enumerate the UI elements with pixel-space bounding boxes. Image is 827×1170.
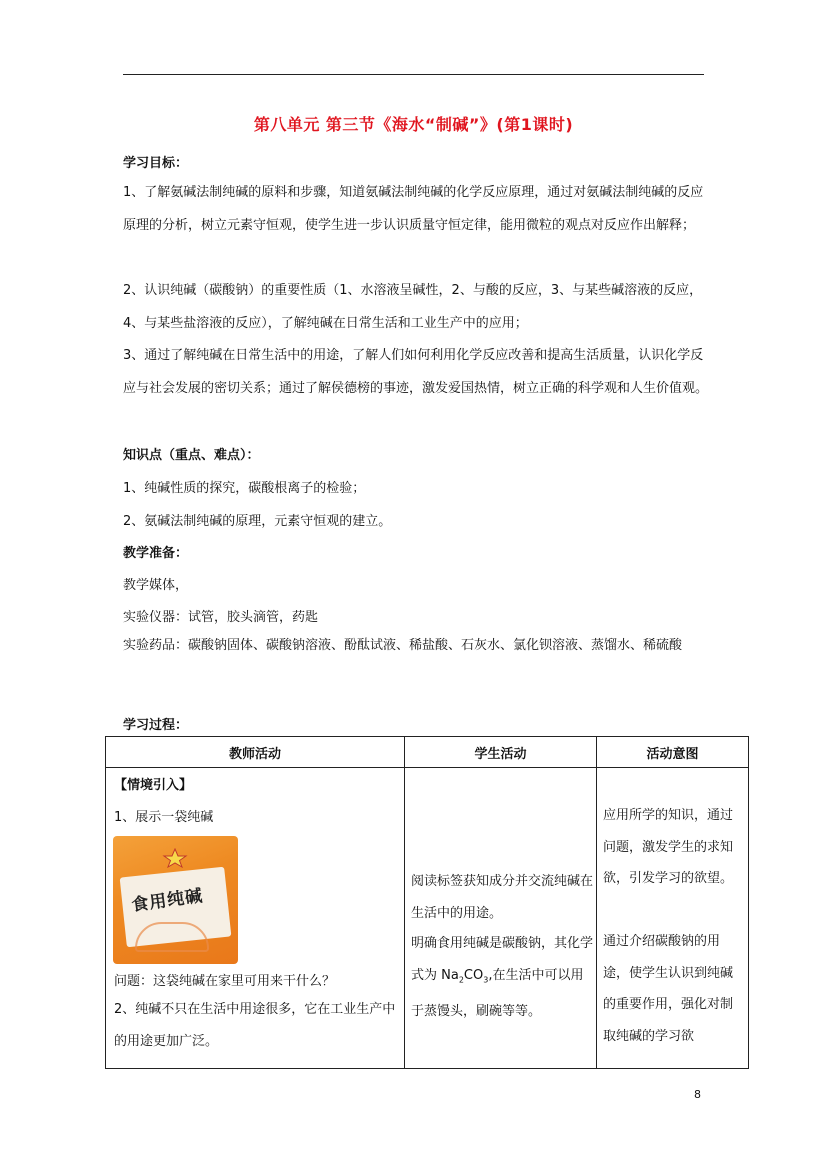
column-header-teacher: 教师活动 [106, 737, 405, 768]
goal-item-2: 2、认识纯碱（碳酸钠）的重要性质（1、水溶液呈碱性，2、与酸的反应，3、与某些碱溶液的反应，4、与某些盐溶液的反应），了解纯碱在日常生活和工业生产中的应用； [123, 283, 703, 331]
knowledge-item-1: 1、纯碱性质的探究，碳酸根离子的检验； [123, 481, 366, 496]
star-logo-icon [162, 848, 188, 868]
knowledge-heading: 知识点（重点、难点）： [123, 448, 260, 463]
prep-chemicals: 实验药品：碳酸钠固体、碳酸钠溶液、酚酞试液、稀盐酸、石灰水、氯化钡溶液、蒸馏水、稀硫酸 [123, 638, 683, 653]
process-heading: 学习过程： [123, 718, 189, 733]
student-activity-1: 阅读标签获知成分并交流纯碱在生活中的用途。 [411, 874, 594, 921]
prep-instruments: 实验仪器：试管，胶头滴管，药匙 [123, 610, 319, 625]
teacher-activity-cell [106, 768, 405, 1069]
page-title: 第八单元 第三节《海水“制碱”》(第1课时) [253, 115, 574, 134]
teacher-step-1: 1、展示一袋纯碱 [114, 810, 214, 825]
section-label: 【情境引入】 [114, 778, 193, 793]
intent-2: 通过介绍碳酸钠的用途，使学生认识到纯碱的重要作用，强化对制取纯碱的学习欲 [603, 934, 734, 1044]
goals-heading: 学习目标： [123, 156, 189, 171]
column-header-intent: 活动意图 [597, 737, 749, 768]
header-rule [123, 74, 704, 75]
prep-heading: 教学准备： [123, 546, 189, 561]
prep-media: 教学媒体， [123, 578, 189, 593]
intent-cell [597, 768, 749, 1069]
goal-item-1: 1、了解氨碱法制纯碱的原料和步骤，知道氨碱法制纯碱的化学反应原理，通过对氨碱法制纯碱的反应原理的分析，树立元素守恒观，使学生进一步认识质量守恒定律，能用微粒的观点对反应作出解释； [123, 185, 704, 233]
column-header-student: 学生活动 [405, 737, 597, 768]
bag-label: 食用纯碱 [130, 886, 205, 916]
student-activity-cell [405, 768, 597, 1069]
process-table [105, 736, 749, 1069]
page-number: 8 [694, 1088, 701, 1101]
goal-item-3: 3、通过了解纯碱在日常生活中的用途，了解人们如何利用化学反应改善和提高生活质量，认识化学反应与社会发展的密切关系；通过了解侯德榜的事迹，激发爱国热情，树立正确的科学观和人生价值观。 [123, 348, 709, 396]
soda-bag-image [113, 836, 238, 964]
teacher-question: 问题：这袋纯碱在家里可用来干什么？ [114, 974, 336, 989]
knowledge-item-2: 2、氨碱法制纯碱的原理，元素守恒观的建立。 [123, 514, 392, 529]
intent-1: 应用所学的知识，通过问题，激发学生的求知欲，引发学习的欲望。 [603, 808, 734, 886]
teacher-step-2: 2、纯碱不只在生活中用途很多，它在工业生产中的用途更加广泛。 [114, 1002, 396, 1049]
student-activity-2: 明确食用纯碱是碳酸钠，其化学式为 $Na_2CO_3$,在生活中可以用于蒸馒头，刷碗等等。 [411, 936, 594, 1019]
